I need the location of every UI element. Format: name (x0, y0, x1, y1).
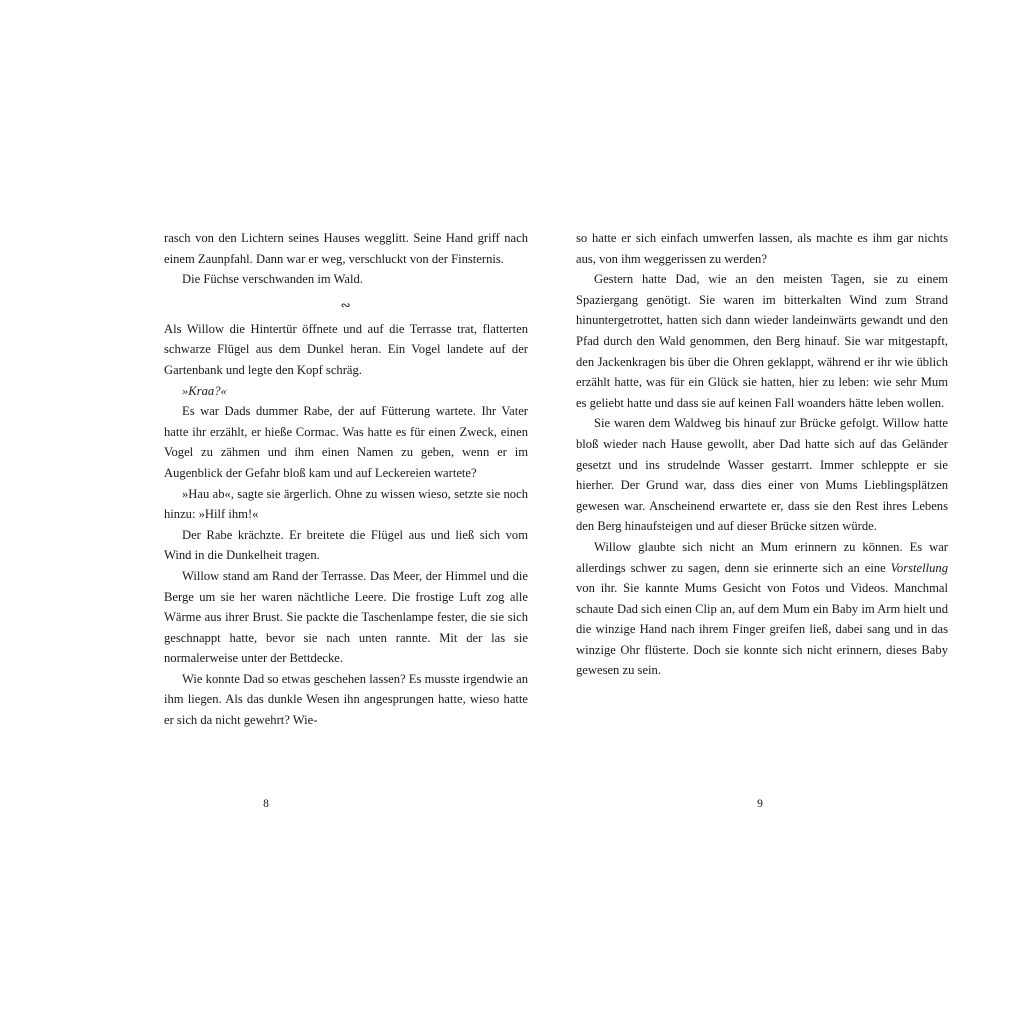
paragraph: Als Willow die Hintertür öffnete und auf die Terrasse trat, flatterten schwarze Flügel aus dem Dunkel heran. Ein Vogel landete auf der Gartenbank und legte den Kopf schräg. (164, 321, 528, 377)
paragraph: so hatte er sich einfach umwerfen lassen, als machte es ihm gar nichts aus, von ihm weggerissen zu werden? (576, 231, 948, 266)
paragraph: Der Rabe krächzte. Er breitete die Flügel aus und ließ sich vom Wind in die Dunkelheit tragen. (164, 527, 528, 563)
paragraph-mixed (576, 537, 948, 681)
left-page-text (164, 228, 528, 731)
paragraph-segment: Willow glaubte sich nicht an Mum erinnern zu können. Es war allerdings schwer zu sagen, denn sie erinnerte sich an eine (576, 539, 948, 575)
page-left (80, 0, 528, 1024)
paragraph: Sie waren dem Waldweg bis hinauf zur Brücke gefolgt. Willow hatte bloß wieder nach Hause gewollt, aber Dad hatte sich auf das Geländer gesetzt und ins strudelnde Wasser gestarrt. Immer schleppte er sie hierher. Der Grund war, dass dies einer von Mums Lieblingsplätzen gewesen war. Anscheinend erwartete er, dass sie den Rest ihres Lebens den Berg hinaufsteigen und auf dieser Brücke sitzen würde. (576, 416, 948, 534)
paragraph: Es war Dads dummer Rabe, der auf Fütterung wartete. Ihr Vater hatte ihr erzählt, er hieße Cormac. Was hatte es für einen Zweck, einen Vogel zu zähmen und ihm einen Namen zu geben, wenn er im Augenblick der Gefahr bloß kam und auf Leckereien wartete? (164, 404, 528, 480)
paragraph: Die Füchse verschwanden im Wald. (182, 272, 363, 287)
paragraph: »Hau ab«, sagte sie ärgerlich. Ohne zu wissen wieso, setzte sie noch hinzu: »Hilf ihm!« (164, 486, 528, 522)
paragraph: Willow stand am Rand der Terrasse. Das Meer, der Himmel und die Berge um sie her waren nächtliche Leere. Die frostige Luft zog alle Wärme aus ihrer Brust. Sie packte die Taschenlampe fester, die sie sich geschnappt hatte, bevor sie nach unten rannte. Mit der las sie normalerweise unter der Bettdecke. (164, 568, 528, 666)
right-page-text (576, 228, 948, 681)
paragraph-segment-italic: Vorstellung (890, 560, 948, 575)
page-number-right: 9 (757, 798, 763, 810)
page-right (576, 0, 948, 1024)
paragraph-segment: von ihr. Sie kannte Mums Gesicht von Fotos und Videos. Manchmal schaute Dad sich einen Clip an, auf dem Mum ein Baby im Arm hielt und die winzige Hand nach ihrem Finger greifen ließ, dabei sang und in das winzige Ohr flüsterte. Doch sie konnte sich nicht erinnern, dieses Baby gewesen zu sein. (576, 581, 948, 678)
paragraph: Wie konnte Dad so etwas geschehen lassen? Es musste irgendwie an ihm liegen. Als das dunkle Wesen ihn angesprungen hatte, wieso hatte er sich da nicht gewehrt? Wie- (164, 671, 528, 728)
page-number-left: 8 (263, 798, 269, 810)
paragraph: Gestern hatte Dad, wie an den meisten Tagen, sie zu einem Spaziergang genötigt. Sie waren im bitterkalten Wind zum Strand hinuntergetrottet, hatten sich dann wieder landeinwärts gewandt und den Pfad durch den Wald genommen, den Berg hinauf. Sie war mitgestapft, den Jackenkragen bis über die Ohren geklappt, während er ihr wie üblich erzählt hatte, was für ein Glück sie hatten, hier zu leben: wie sehr Mum es geliebt hatte und dass sie auf keinen Fall woanders hätte leben wollen. (576, 272, 948, 410)
section-ornament: ∾ (340, 297, 352, 312)
paragraph: rasch von den Lichtern seines Hauses wegglitt. Seine Hand griff nach einem Zaunpfahl. Dann war er weg, verschluckt von der Finsternis. (164, 231, 528, 266)
paragraph-dialogue: »Kraa?« (182, 383, 227, 398)
